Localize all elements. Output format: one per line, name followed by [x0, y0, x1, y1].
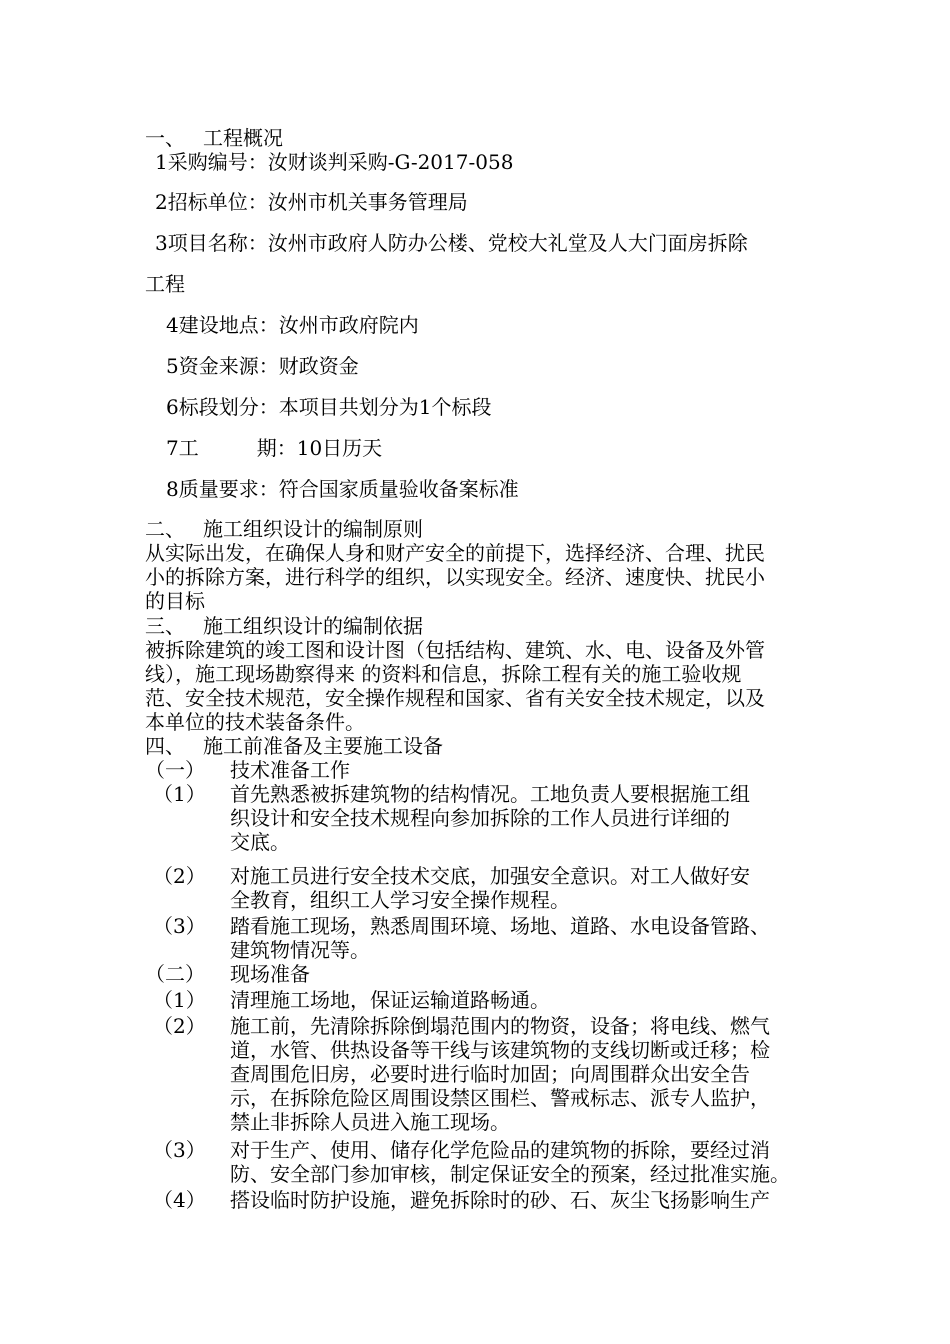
item-line: 对施工员进行安全技术交底，加强安全意识。对工人做好安: [230, 864, 750, 888]
paragraph-line: 范、安全技术规范，安全操作规程和国家、省有关安全技术规定，以及: [145, 686, 765, 710]
item-label: （3）: [153, 914, 206, 938]
info-period: [166, 436, 382, 460]
paragraph-line: 线），施工现场勘察得来 的资料和信息，拆除工程有关的施工验收规: [145, 662, 742, 686]
section-number: 一、: [145, 126, 185, 150]
info-bidder: 2招标单位：汝州市机关事务管理局: [155, 190, 468, 214]
section-3-heading: [145, 614, 423, 638]
subsection-label: （一）: [145, 758, 205, 782]
subsection-label: （二）: [145, 962, 205, 986]
item-line: 道，水管、供热设备等干线与该建筑物的支线切断或迁移；检: [230, 1038, 770, 1062]
item-line: 对于生产、使用、储存化学危险品的建筑物的拆除，要经过消: [230, 1138, 770, 1162]
subsection-title: 技术准备工作: [230, 758, 350, 782]
info-quality: 8质量要求：符合国家质量验收备案标准: [166, 477, 519, 501]
item-label: （1）: [153, 782, 206, 806]
item-line: 清理施工场地，保证运输道路畅通。: [230, 988, 550, 1012]
section-4-heading: [145, 734, 443, 758]
item-label: （3）: [153, 1138, 206, 1162]
section-number: 二、: [145, 517, 185, 541]
section-2-heading: [145, 517, 423, 541]
section-title: 施工组织设计的编制原则: [203, 517, 423, 541]
item-line: 建筑物情况等。: [230, 938, 370, 962]
item-line: 防、安全部门参加审核，制定保证安全的预案，经过批准实施。: [230, 1162, 790, 1186]
info-project-name: 3项目名称：汝州市政府人防办公楼、党校大礼堂及人大门面房拆除: [155, 231, 748, 255]
info-funding: 5资金来源：财政资金: [166, 354, 359, 378]
item-line: 施工前，先清除拆除倒塌范围内的物资，设备；将电线、燃气: [230, 1014, 770, 1038]
info-project-name-cont: 工程: [145, 272, 185, 296]
paragraph-line: 小的拆除方案，进行科学的组织，以实现安全。经济、速度快、扰民小: [145, 565, 765, 589]
info-lots: 6标段划分：本项目共划分为1个标段: [166, 395, 492, 419]
section-number: 三、: [145, 614, 185, 638]
period-label-b: 期：10日历天: [256, 436, 383, 460]
subsection-title: 现场准备: [230, 962, 310, 986]
item-line: 禁止非拆除人员进入施工现场。: [230, 1110, 510, 1134]
item-line: 织设计和安全技术规程向参加拆除的工作人员进行详细的: [230, 806, 730, 830]
item-line: 示，在拆除危险区周围设禁区围栏、警戒标志、派专人监护，: [230, 1086, 770, 1110]
paragraph-line: 的目标: [145, 589, 205, 613]
paragraph-line: 从实际出发，在确保人身和财产安全的前提下，选择经济、合理、扰民: [145, 541, 765, 565]
section-number: 四、: [145, 734, 185, 758]
item-label: （2）: [153, 864, 206, 888]
period-label-a: 7工: [166, 436, 199, 460]
info-purchase-no: 1采购编号：汝财谈判采购-G-2017-058: [155, 150, 514, 174]
section-title: 施工前准备及主要施工设备: [203, 734, 443, 758]
item-line: 首先熟悉被拆建筑物的结构情况。工地负责人要根据施工组: [230, 782, 750, 806]
item-label: （4）: [153, 1188, 206, 1212]
paragraph-line: 本单位的技术装备条件。: [145, 710, 365, 734]
item-label: （1）: [153, 988, 206, 1012]
paragraph-line: 被拆除建筑的竣工图和设计图（包括结构、建筑、水、电、设备及外管: [145, 638, 765, 662]
item-line: 查周围危旧房，必要时进行临时加固；向周围群众出安全告: [230, 1062, 750, 1086]
item-label: （2）: [153, 1014, 206, 1038]
item-line: 全教育，组织工人学习安全操作规程。: [230, 888, 570, 912]
section-title: 施工组织设计的编制依据: [203, 614, 423, 638]
item-line: 踏看施工现场，熟悉周围环境、场地、道路、水电设备管路、: [230, 914, 770, 938]
section-title: 工程概况: [203, 126, 283, 150]
item-line: 交底。: [230, 830, 290, 854]
section-1-heading: [145, 126, 283, 150]
info-location: 4建设地点：汝州市政府院内: [166, 313, 419, 337]
item-line: 搭设临时防护设施，避免拆除时的砂、石、灰尘飞扬影响生产: [230, 1188, 770, 1212]
